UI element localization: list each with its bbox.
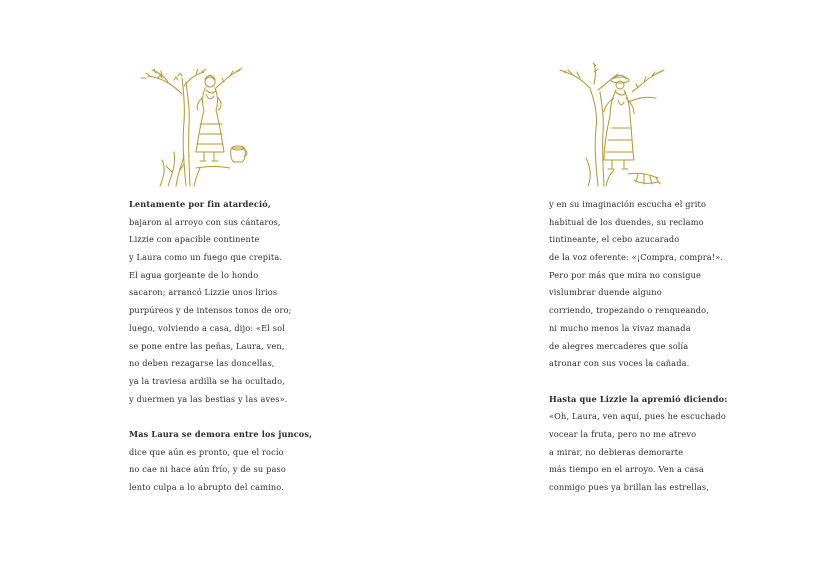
poem-line: ya la traviesa ardilla se ha ocultado,: [129, 375, 285, 386]
poem-line: vislumbrar duende alguno: [549, 287, 662, 298]
poem-line: de la voz oferente: «¡Compra, compra!».: [549, 252, 724, 263]
poem-line: vocear la fruta, pero no me atrevo: [549, 428, 697, 439]
poem-line: a mirar, no debieras demorarte: [549, 446, 684, 457]
poem-line: tintineante, el cebo azucarado: [549, 234, 680, 245]
poem-line: purpúreos y de intensos tonos de oro;: [129, 305, 292, 316]
poem-line: y duermen ya las bestias y las aves».: [129, 393, 288, 404]
girl-in-hat-illustration: [558, 62, 670, 190]
poem-line: no deben rezagarse las doncellas,: [129, 358, 275, 369]
stanza-heading-line: Lentamente por fin atardeció,: [129, 199, 271, 209]
poem-line: sacaron; arrancó Lizzie unos lirios: [129, 287, 278, 298]
right-page: [420, 0, 840, 567]
poem-line: y Laura como un fuego que crepita.: [129, 252, 283, 263]
poem-line: El agua gorjeante de lo hondo: [129, 269, 259, 280]
poem-line: y en su imaginación escucha el grito: [549, 199, 707, 209]
poem-line: lento culpa a lo abrupto del camino.: [129, 482, 284, 492]
poem-line: «Oh, Laura, ven aquí, pues he escuchado: [549, 411, 726, 422]
poem-line: atronar con sus voces la cañada.: [549, 358, 690, 369]
poem-line: se pone entre las peñas, Laura, ven,: [129, 340, 285, 351]
poem-line: habitual de los duendes, su reclamo: [549, 216, 704, 227]
poem-line: Pero por más que mira no consigue: [549, 269, 702, 280]
right-poem-stanza: [549, 196, 727, 497]
poem-line: ni mucho menos la vivaz manada: [549, 322, 691, 333]
poem-line: bajaron al arroyo con sus cántaros,: [129, 216, 281, 227]
poem-line: Lizzie con apacible continente: [129, 234, 260, 245]
poem-line: luego, volviendo a casa, dijo: «El sol: [129, 322, 286, 333]
stanza-heading-line: Hasta que Lizzie la apremió diciendo:: [549, 393, 728, 404]
poem-line: conmigo pues ya brillan las estrellas,: [549, 482, 710, 492]
poem-line: [549, 373, 727, 391]
poem-line: corriendo, tropezando o renqueando,: [549, 305, 710, 316]
poem-line: más tiempo en el arroyo. Ven a casa: [549, 464, 704, 475]
poem-line: no cae ni hace aún frío, y de su paso: [129, 464, 286, 475]
poem-line: de alegres mercaderes que solía: [549, 340, 689, 351]
stanza-heading-line: Mas Laura se demora entre los juncos,: [129, 428, 313, 439]
girl-with-pitcher-illustration: [138, 64, 250, 188]
left-poem-stanza: [129, 196, 312, 497]
poem-line: dice que aún es pronto, que el rocío: [129, 446, 284, 457]
poem-line: [129, 408, 312, 426]
